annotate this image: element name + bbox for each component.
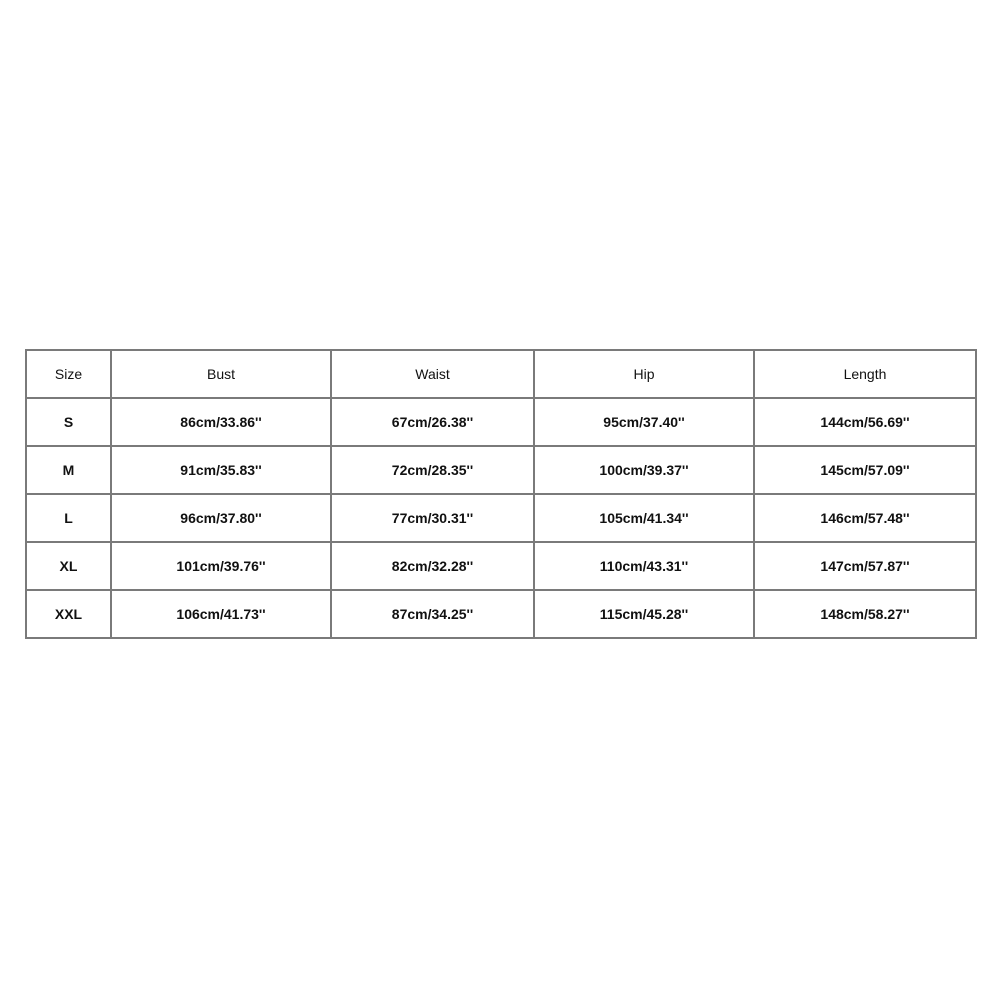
bust-cell: 101cm/39.76'' <box>111 542 331 590</box>
length-cell: 147cm/57.87'' <box>754 542 976 590</box>
header-waist: Waist <box>331 350 534 398</box>
waist-cell: 87cm/34.25'' <box>331 590 534 638</box>
size-cell: M <box>26 446 111 494</box>
size-cell: S <box>26 398 111 446</box>
header-bust: Bust <box>111 350 331 398</box>
header-hip: Hip <box>534 350 754 398</box>
bust-cell: 91cm/35.83'' <box>111 446 331 494</box>
size-cell: XXL <box>26 590 111 638</box>
header-size: Size <box>26 350 111 398</box>
waist-cell: 72cm/28.35'' <box>331 446 534 494</box>
size-chart-table <box>25 349 977 639</box>
waist-cell: 67cm/26.38'' <box>331 398 534 446</box>
hip-cell: 110cm/43.31'' <box>534 542 754 590</box>
bust-cell: 86cm/33.86'' <box>111 398 331 446</box>
hip-cell: 95cm/37.40'' <box>534 398 754 446</box>
hip-cell: 115cm/45.28'' <box>534 590 754 638</box>
table-header-row <box>26 350 976 398</box>
waist-cell: 77cm/30.31'' <box>331 494 534 542</box>
hip-cell: 100cm/39.37'' <box>534 446 754 494</box>
size-cell: L <box>26 494 111 542</box>
waist-cell: 82cm/32.28'' <box>331 542 534 590</box>
table-row <box>26 446 976 494</box>
table-row <box>26 494 976 542</box>
bust-cell: 96cm/37.80'' <box>111 494 331 542</box>
length-cell: 148cm/58.27'' <box>754 590 976 638</box>
table-row <box>26 398 976 446</box>
bust-cell: 106cm/41.73'' <box>111 590 331 638</box>
table-row <box>26 590 976 638</box>
size-cell: XL <box>26 542 111 590</box>
length-cell: 146cm/57.48'' <box>754 494 976 542</box>
hip-cell: 105cm/41.34'' <box>534 494 754 542</box>
header-length: Length <box>754 350 976 398</box>
length-cell: 144cm/56.69'' <box>754 398 976 446</box>
length-cell: 145cm/57.09'' <box>754 446 976 494</box>
table-row <box>26 542 976 590</box>
